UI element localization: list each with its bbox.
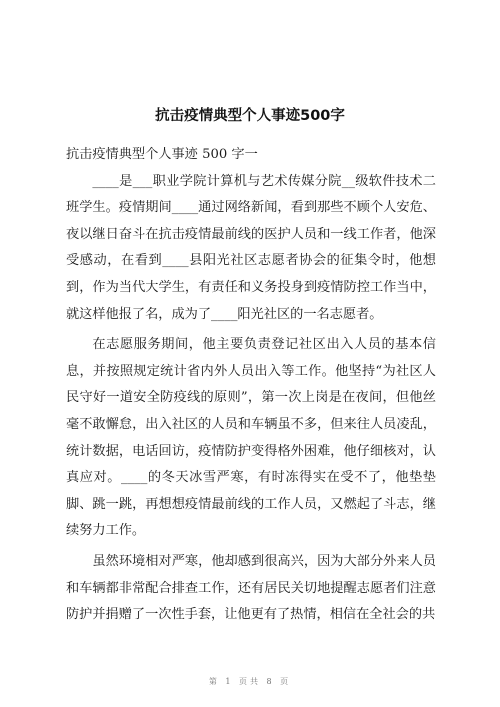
document-title: 抗击疫情典型个人事迹500字 — [155, 108, 345, 124]
paragraph-1: ____是___职业学院计算机与艺术传媒分院__级软件技术二班学生。疫情期间____通过网络新闻，看到那些不顾个人安危、夜以继日奋斗在抗击疫情最前线的医护人员和一线工作者，他深受感动，在看到____县阳光社区志愿者协会的征集令时，他想到，作为当代大学生，有责任和义务投身到疫情防控工作当中，就这样他报了名，成为了____阳光社区的一名志愿者。 — [66, 173, 436, 322]
document-body — [66, 142, 436, 629]
paragraph-3: 虽然环境相对严寒，他却感到很高兴，因为大部分外来人员和车辆都非常配合排查工作，还有居民关切地提醒志愿者们注意防护并捐赠了一次性手套，让他更有了热情，相信在全社会的共 — [66, 553, 436, 623]
page-footer: 第 1 页共 8 页 — [208, 677, 292, 686]
paragraph-2: 在志愿服务期间，他主要负责登记社区出入人员的基本信息，并按照规定统计省内外人员出入等工作。他坚持“为社区人民守好一道安全防疫线的原则”，第一次上岗是在夜间，但他丝毫不敢懈怠，出入社区的人员和车辆虽不多，但来往人员凌乱，统计数据，电话回访，疫情防护变得格外困难，他仔细核对，认真应对。____的冬天冰雪严寒，有时冻得实在受不了，他垫垫脚、跳一跳，再想想疫情最前线的工作人员，又燃起了斗志，继续努力工作。 — [66, 337, 436, 539]
document-subtitle: 抗击疫情典型个人事迹 500 字一 — [66, 147, 258, 162]
